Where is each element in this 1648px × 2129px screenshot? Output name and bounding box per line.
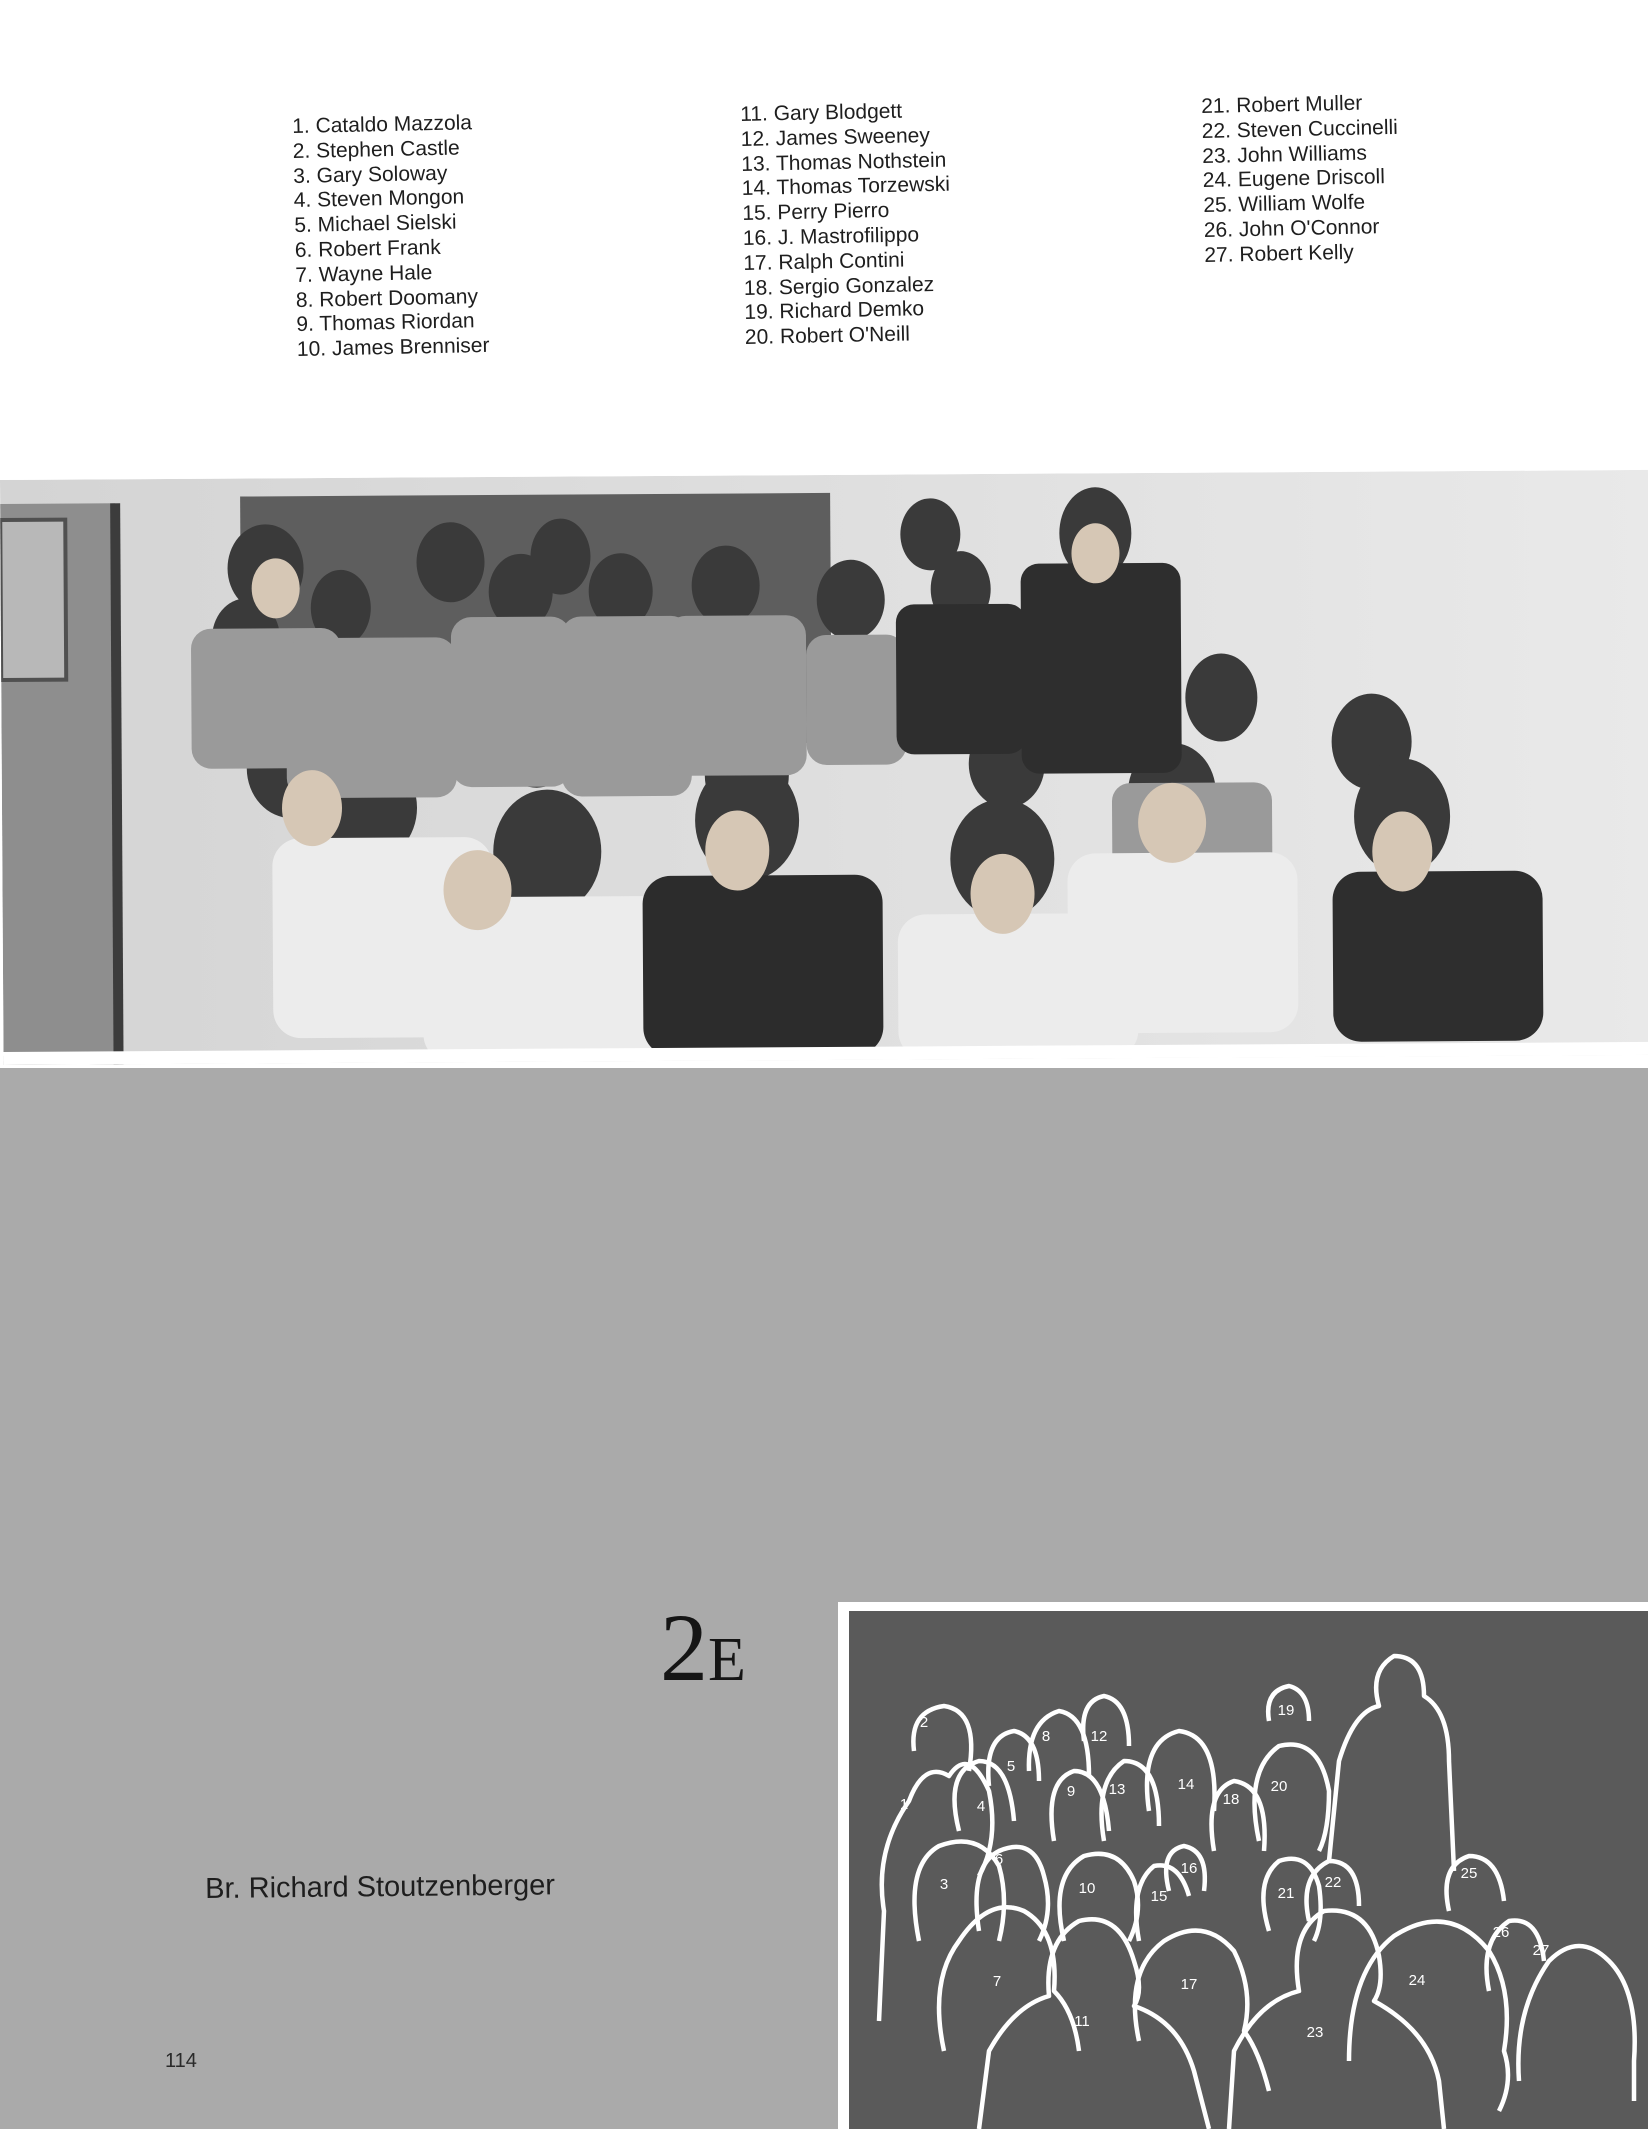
key-number: 4 xyxy=(976,1798,986,1815)
outline-figure-27 xyxy=(1518,1946,1634,2101)
name-entry: 27. Robert Kelly xyxy=(1204,240,1354,267)
key-number: 8 xyxy=(1041,1728,1051,1745)
name-entry: 16. J. Mastrofilippo xyxy=(742,223,920,250)
group-photo xyxy=(0,470,1648,1065)
outline-figure-teacher xyxy=(1329,1656,1454,1871)
identification-key-diagram xyxy=(849,1611,1648,2129)
name-entry: 2. Stephen Castle xyxy=(292,136,460,163)
key-number: 13 xyxy=(1108,1781,1126,1798)
key-number: 2 xyxy=(919,1714,929,1731)
name-entry: 1. Cataldo Mazzola xyxy=(292,111,473,138)
key-number: 12 xyxy=(1090,1728,1108,1745)
name-entry: 23. John Williams xyxy=(1202,141,1368,168)
name-entry: 22. Steven Cuccinelli xyxy=(1201,115,1399,143)
name-entry: 4. Steven Mongon xyxy=(293,185,465,213)
key-number: 21 xyxy=(1277,1885,1295,1902)
key-number: 27 xyxy=(1532,1942,1550,1959)
name-entry: 15. Perry Pierro xyxy=(742,199,890,226)
name-entry: 9. Thomas Riordan xyxy=(296,309,475,337)
key-number: 3 xyxy=(939,1876,949,1893)
outline-figure-11 xyxy=(979,1919,1209,2129)
outline-figure-23 xyxy=(1229,1911,1444,2129)
key-number: 22 xyxy=(1324,1874,1342,1891)
key-number: 14 xyxy=(1177,1776,1195,1793)
name-entry: 25. William Wolfe xyxy=(1203,190,1366,218)
key-number: 17 xyxy=(1180,1976,1198,1993)
key-number: 26 xyxy=(1492,1924,1510,1941)
key-number: 6 xyxy=(994,1851,1004,1868)
outline-figure-17 xyxy=(1135,1931,1269,2091)
key-number: 25 xyxy=(1460,1865,1478,1882)
key-number: 5 xyxy=(1006,1758,1016,1775)
key-number: 20 xyxy=(1270,1778,1288,1795)
names-column-3 xyxy=(1201,91,1401,269)
outline-figure-6 xyxy=(977,1847,1049,1941)
page-number: 114 xyxy=(165,2050,197,2072)
identification-key-frame xyxy=(838,1602,1648,2129)
key-number: 16 xyxy=(1180,1860,1198,1877)
outline-figure-24 xyxy=(1349,1922,1508,2111)
key-number: 11 xyxy=(1074,2013,1090,2030)
name-entry: 7. Wayne Hale xyxy=(295,260,433,287)
key-number: 24 xyxy=(1408,1972,1426,1989)
homeroom-number: 2 xyxy=(660,1594,708,1701)
names-column-1 xyxy=(292,111,490,363)
name-entry: 11. Gary Blodgett xyxy=(740,99,903,126)
outline-figure-7 xyxy=(939,1907,1079,2051)
key-number: 18 xyxy=(1222,1791,1240,1808)
key-number: 19 xyxy=(1277,1702,1295,1719)
key-number: 7 xyxy=(992,1973,1002,1990)
name-entry: 20. Robert O'Neill xyxy=(744,322,911,350)
name-entry: 24. Eugene Driscoll xyxy=(1202,165,1386,193)
name-entry: 3. Gary Soloway xyxy=(293,161,448,188)
name-entry: 21. Robert Muller xyxy=(1201,91,1363,118)
name-entry: 19. Richard Demko xyxy=(744,297,925,325)
key-number: 1 xyxy=(899,1796,909,1813)
name-entry: 13. Thomas Nothstein xyxy=(741,148,947,176)
name-entry: 5. Michael Sielski xyxy=(294,210,457,238)
homeroom-letter: E xyxy=(708,1626,746,1694)
name-entry: 12. James Sweeney xyxy=(740,123,931,151)
teacher-name: Br. Richard Stoutzenberger xyxy=(205,1869,556,1905)
key-number: 9 xyxy=(1066,1783,1076,1800)
name-entry: 14. Thomas Torzewski xyxy=(741,173,951,201)
homeroom-heading xyxy=(660,1594,746,1701)
key-number: 10 xyxy=(1078,1880,1096,1897)
names-column-2 xyxy=(740,99,953,351)
key-number: 23 xyxy=(1306,2024,1324,2041)
outline-figure-4 xyxy=(955,1761,1015,1831)
name-entry: 17. Ralph Contini xyxy=(743,248,905,275)
key-number: 15 xyxy=(1150,1888,1168,1905)
name-entry: 18. Sergio Gonzalez xyxy=(743,272,935,300)
name-entry: 26. John O'Connor xyxy=(1203,215,1380,242)
name-entry: 8. Robert Doomany xyxy=(295,284,479,312)
name-entry: 10. James Brenniser xyxy=(296,334,490,362)
name-entry: 6. Robert Frank xyxy=(294,235,441,262)
